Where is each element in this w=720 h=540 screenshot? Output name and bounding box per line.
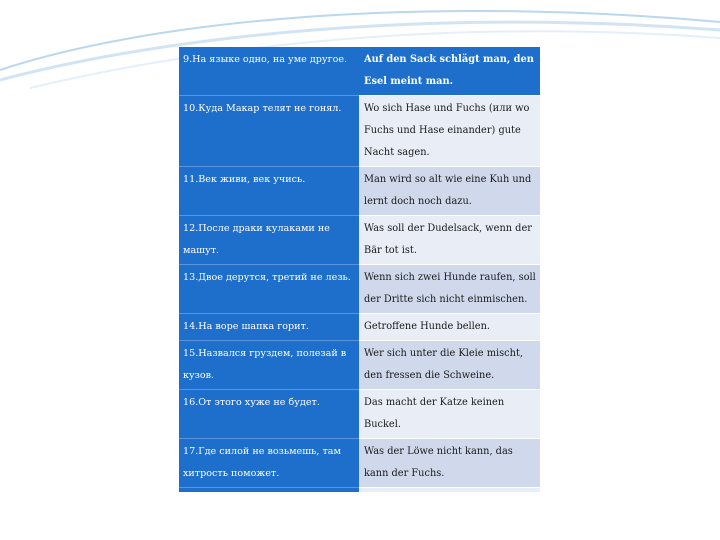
table-row [179, 265, 540, 314]
german-equivalent: Wenn sich zwei Hunde raufen, soll der Dritte sich nicht einmischen. [359, 265, 540, 314]
table-row [179, 439, 540, 488]
russian-proverb: 16.От этого хуже не будет. [179, 390, 359, 439]
filler-cell [179, 488, 359, 492]
table-row [179, 390, 540, 439]
german-equivalent: Wer sich unter die Kleie mischt, den fressen die Schweine. [359, 341, 540, 390]
russian-proverb: 9.На языке одно, на уме другое. [179, 47, 359, 96]
german-equivalent: Getroffene Hunde bellen. [359, 314, 540, 341]
german-equivalent: Was der Löwe nicht kann, das kann der Fuchs. [359, 439, 540, 488]
table-row [179, 96, 540, 167]
russian-proverb: 11.Век живи, век учись. [179, 167, 359, 216]
table-filler-row [179, 488, 540, 492]
russian-proverb: 17.Где силой не возьмешь, там хитрость поможет. [179, 439, 359, 488]
table-row [179, 216, 540, 265]
russian-proverb: 14.На воре шапка горит. [179, 314, 359, 341]
german-equivalent: Man wird so alt wie eine Kuh und lernt doch noch dazu. [359, 167, 540, 216]
russian-proverb: 12.После драки кулаками не машут. [179, 216, 359, 265]
proverbs-table [179, 47, 540, 490]
table-row [179, 314, 540, 341]
table-row [179, 47, 540, 96]
russian-proverb: 10.Куда Макар телят не гонял. [179, 96, 359, 167]
russian-proverb: 15.Назвался груздем, полезай в кузов. [179, 341, 359, 390]
filler-cell [359, 488, 540, 492]
table-row [179, 167, 540, 216]
german-equivalent: Was soll der Dudelsack, wenn der Bär tot ist. [359, 216, 540, 265]
german-equivalent: Auf den Sack schlägt man, den Esel meint man. [359, 47, 540, 96]
german-equivalent: Das macht der Katze keinen Buckel. [359, 390, 540, 439]
table-row [179, 341, 540, 390]
russian-proverb: 13.Двое дерутся, третий не лезь. [179, 265, 359, 314]
german-equivalent: Wo sich Hase und Fuchs (или wo Fuchs und Hase einander) gute Nacht sagen. [359, 96, 540, 167]
